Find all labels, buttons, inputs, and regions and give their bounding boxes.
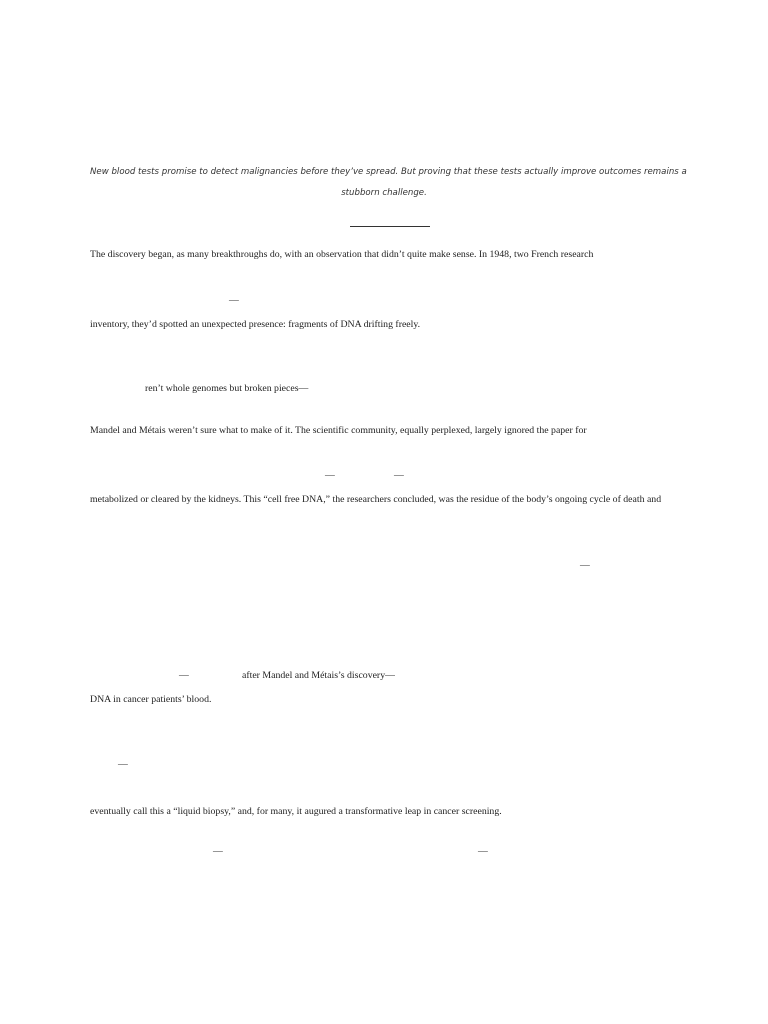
em-dash-fragment: — xyxy=(394,470,404,481)
body-text-line: The discovery began, as many breakthroughs do, with an observation that didn’t quite make sense. In 1948, two French research xyxy=(90,249,594,260)
body-text-line: DNA in cancer patients’ blood. xyxy=(90,694,212,705)
body-text-line: eventually call this a “liquid biopsy,” and, for many, it augured a transformative leap in cancer screening. xyxy=(90,806,502,817)
body-text-line: after Mandel and Métais’s discovery— xyxy=(242,670,395,681)
article-deck-line-2: stubborn challenge. xyxy=(341,188,427,198)
body-text-line: ren’t whole genomes but broken pieces— xyxy=(145,383,309,394)
em-dash-fragment: — xyxy=(478,846,488,857)
em-dash-fragment: — xyxy=(213,846,223,857)
body-text-line: inventory, they’d spotted an unexpected presence: fragments of DNA drifting freely. xyxy=(90,319,421,330)
em-dash-fragment: — xyxy=(118,759,128,770)
em-dash-fragment: — xyxy=(580,560,590,571)
em-dash-fragment: — xyxy=(325,470,335,481)
body-text-line: Mandel and Métais weren’t sure what to make of it. The scientific community, equally perplexed, largely ignored the paper for xyxy=(90,425,587,436)
body-text-line: metabolized or cleared by the kidneys. This “cell free DNA,” the researchers concluded, was the residue of the body’s ongoing cycle of death and xyxy=(90,494,662,505)
section-divider xyxy=(350,226,430,227)
article-deck-line-1: New blood tests promise to detect malignancies before they’ve spread. But proving that these tests actually improve outcomes remains a xyxy=(90,167,687,177)
em-dash-fragment: — xyxy=(179,670,189,681)
em-dash-fragment: — xyxy=(229,295,239,306)
